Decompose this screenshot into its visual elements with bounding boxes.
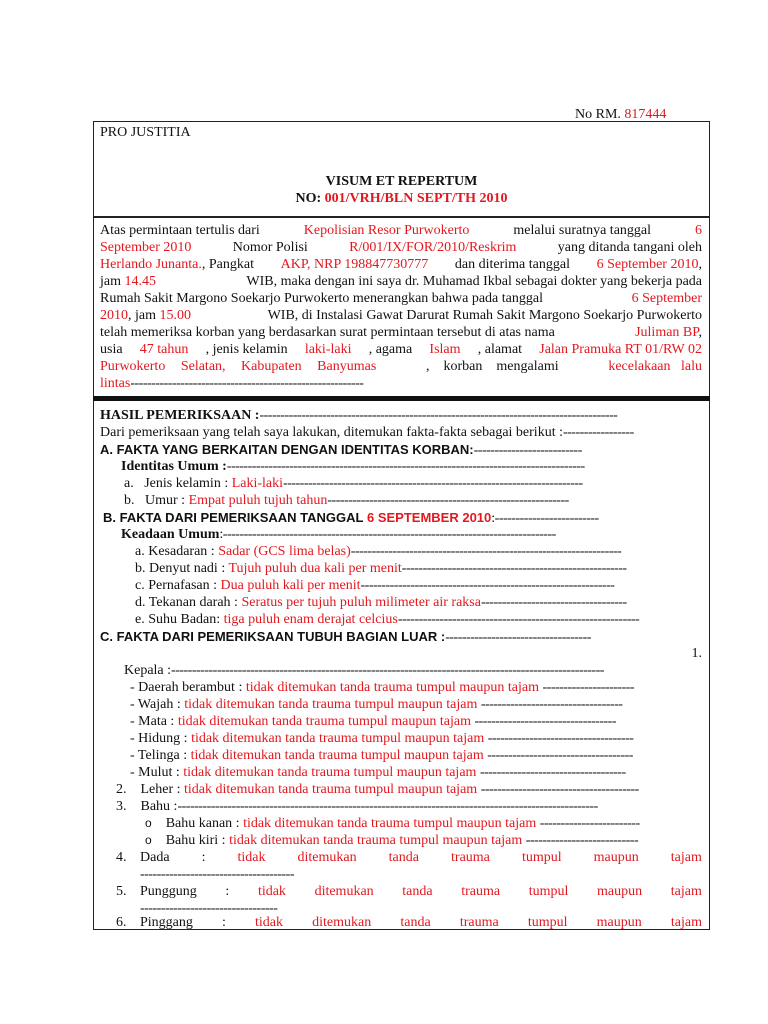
dash-filler: ----------------------------------------------------------------- — [350, 544, 622, 559]
identitas-title: Identitas Umum : — [121, 459, 227, 474]
intro-line-8 — [100, 341, 702, 358]
intro-text: WIB, maka dengan ini saya dr. Muhamad Ikbal sebagai dokter yang bekerja pada — [246, 274, 702, 289]
field-label: Dada — [140, 850, 170, 865]
doc-number — [93, 190, 710, 207]
field-value: Seratus per tujuh puluh milimeter air raksa — [241, 595, 481, 610]
police-number: R/001/IX/FOR/2010/Reskrim — [349, 240, 517, 255]
colon: : — [222, 915, 226, 930]
field-value: tumpul — [527, 915, 568, 930]
field-value: maupun — [593, 850, 639, 865]
section-c — [100, 628, 702, 646]
intro-line-6 — [100, 307, 702, 324]
dash-filler: -------------------------------------- — [480, 782, 639, 797]
field-value: Tujuh puluh dua kali per menit — [228, 561, 402, 576]
intro-text: usia — [100, 342, 123, 357]
received-date: 6 September 2010 — [596, 257, 699, 272]
victim-name: Juliman BP — [635, 325, 699, 340]
exam-time: 15.00 — [159, 308, 191, 323]
doc-number-value: 001/VRH/BLN SEPT/TH 2010 — [324, 191, 508, 206]
request-date-month: September 2010 — [100, 240, 192, 255]
field-label: Leher : — [140, 782, 181, 797]
dash-filler: ----------------------------------- — [487, 731, 634, 746]
field-value: tanda — [400, 915, 431, 930]
list-marker: a. — [124, 476, 134, 491]
field-value: ditemukan — [314, 884, 374, 899]
section-b — [103, 509, 702, 527]
field-label: Bahu kanan : — [165, 816, 240, 831]
field-label: Umur : — [145, 493, 186, 508]
field-value: tidak — [257, 884, 286, 899]
victim-age: 47 tahun — [139, 342, 189, 357]
intro-text: Atas permintaan tertulis dari — [100, 223, 260, 238]
field-value: Dua puluh kali per menit — [220, 578, 361, 593]
pinggang-number: 6. — [116, 915, 127, 930]
field-label: b. Denyut nadi : — [135, 561, 226, 576]
intro-text: , korban mengalami — [426, 359, 559, 374]
field-value: tidak — [237, 850, 266, 865]
dash-filler: ---------------------- — [542, 680, 635, 695]
field-label: e. Suhu Badan: — [135, 612, 221, 627]
field-value: tidak — [255, 915, 284, 930]
pro-justitia: PRO JUSTITIA — [100, 125, 191, 140]
victim-address: Jalan Pramuka RT 01/RW 02 — [539, 342, 702, 357]
intro-text: Rumah Sakit Margono Soekarjo Purwokerto menerangkan bahwa pada tanggal — [100, 291, 543, 306]
telinga-line — [130, 747, 702, 764]
field-value: tumpul — [521, 850, 562, 865]
field-label: c. Pernafasan : — [135, 578, 218, 593]
field-value: tidak ditemukan tanda trauma tumpul maupun tajam — [191, 731, 485, 746]
intro-text: dan diterima tanggal — [454, 257, 570, 272]
intro-text: , — [698, 325, 702, 340]
intro-text: , jam — [128, 308, 156, 323]
intro-text: Nomor Polisi — [232, 240, 308, 255]
field-label: d. Tekanan darah : — [135, 595, 238, 610]
bahu-kiri-line — [145, 832, 702, 849]
field-label: Bahu : — [140, 799, 178, 814]
intro-text: , alamat — [477, 342, 523, 357]
dash-filler: ---------------------------------- — [474, 714, 616, 729]
bullet: o — [145, 833, 152, 847]
jenis-kelamin-line — [124, 475, 702, 492]
list-marker: 2. — [116, 782, 127, 797]
field-label: Bahu kiri : — [165, 833, 226, 848]
section-b-title: B. FAKTA DARI PEMERIKSAAN TANGGAL — [103, 510, 364, 525]
field-value: tanda — [388, 850, 419, 865]
keadaan-title: Keadaan Umum — [121, 527, 220, 542]
field-value: tajam — [670, 850, 702, 865]
field-value: tajam — [670, 884, 702, 899]
field-value: Laki-laki — [231, 476, 284, 491]
field-value: ditemukan — [312, 915, 372, 930]
dash-filler: ----------------- — [562, 425, 634, 440]
intro-text: yang ditanda tangani oleh — [557, 240, 702, 255]
dash-filler: ------------------------------------------------------------- — [360, 578, 615, 593]
bullet: o — [145, 816, 152, 830]
field-label: Jenis kelamin : — [144, 476, 229, 491]
field-label: - Telinga : — [130, 748, 188, 763]
intro-text: telah memeriksa korban yang berdasarkan surat permintaan tersebut di atas nama — [100, 325, 555, 340]
field-label: - Mata : — [130, 714, 175, 729]
intro-line-10 — [100, 375, 363, 392]
dash-filler: ---------------------------------------------------------- — [327, 493, 569, 508]
rm-label: No RM. — [575, 107, 621, 122]
request-date-day: 6 — [694, 223, 702, 238]
incident-type: kecelakaan lalu — [608, 359, 702, 374]
tekanan-line — [135, 594, 702, 611]
dash-filler: -------------------------------------------------------------------------------------- — [226, 459, 585, 474]
colon: : — [201, 850, 206, 865]
item-number-1: 1. — [691, 646, 702, 661]
dash-filler: ----------------------------------------------------------------------------------------------------- — [177, 799, 598, 814]
hasil-title: HASIL PEMERIKSAAN : — [100, 408, 260, 423]
intro-text: , agama — [368, 342, 413, 357]
dash-filler: ---------------------------------- — [480, 697, 623, 712]
dash-filler: ---------------------------------------------------------- — [397, 612, 640, 627]
dash-filler: -------------------------- — [473, 443, 582, 458]
kepala-line — [124, 662, 702, 679]
pinggang-line — [140, 914, 702, 931]
dash-filler: ----------------------------------- — [480, 595, 627, 610]
kesadaran-line — [135, 543, 702, 560]
dada-number: 4. — [116, 850, 127, 865]
dash-filler: ----------------------------------- — [479, 765, 626, 780]
received-time: 14.45 — [124, 274, 156, 289]
field-value: Sadar (GCS lima belas) — [218, 544, 351, 559]
bahu-kanan-line — [145, 815, 702, 832]
dash-filler: ------------------------------------- — [140, 867, 294, 882]
mata-line — [130, 713, 702, 730]
dash-filler: --------------------------- — [525, 833, 639, 848]
section-b-date: 6 SEPTEMBER 2010 — [366, 510, 492, 525]
field-value: trauma — [451, 850, 490, 865]
intro-text: WIB, di Instalasi Gawat Darurat Rumah Sakit Margono Soekarjo Purwokerto — [267, 308, 702, 323]
exam-date: 6 September — [631, 291, 702, 306]
field-value: tidak ditemukan tanda trauma tumpul maupun tajam — [243, 816, 537, 831]
section-a — [100, 441, 702, 459]
dash-filler: :-------------------------------------------------------------------------------- — [219, 527, 556, 542]
field-label: Kepala : — [124, 663, 172, 678]
field-value: tidak ditemukan tanda trauma tumpul maupun tajam — [245, 680, 539, 695]
dash-filler: -------------------------------------------------------------------------------------------------------- — [171, 663, 604, 678]
umur-line — [124, 492, 702, 509]
field-label: Pinggang — [140, 915, 193, 930]
punggung-line — [140, 883, 702, 900]
field-value: tajam — [670, 915, 702, 930]
field-value: tidak ditemukan tanda trauma tumpul maupun tajam — [184, 697, 478, 712]
field-value: tidak ditemukan tanda trauma tumpul maupun tajam — [184, 782, 478, 797]
leher-line — [116, 781, 702, 798]
intro-text: , Pangkat — [201, 257, 254, 272]
intro-text: melalui suratnya tanggal — [513, 223, 652, 238]
dash-filler: ------------------------------------------------------ — [401, 561, 627, 576]
intro-line-5 — [100, 290, 702, 307]
intro-line-4 — [100, 273, 702, 290]
field-value: tidak ditemukan tanda trauma tumpul maupun tajam — [190, 748, 484, 763]
list-marker: 3. — [116, 799, 127, 814]
field-value: tumpul — [528, 884, 569, 899]
pernafasan-line — [135, 577, 702, 594]
section-a-title: A. FAKTA YANG BERKAITAN DENGAN IDENTITAS KORBAN: — [100, 442, 474, 457]
field-label: Punggung — [140, 884, 197, 899]
intro-line-7 — [100, 324, 702, 341]
field-value: maupun — [596, 915, 642, 930]
officer-rank: AKP, NRP 198847730777 — [280, 257, 429, 272]
field-label: - Daerah berambut : — [130, 680, 243, 695]
victim-address-city: Purwokerto Selatan, Kabupaten Banyumas — [100, 359, 377, 374]
dash-filler: ----------------------------------- — [487, 748, 633, 763]
section-c-title: C. FAKTA DARI PEMERIKSAAN TUBUH BAGIAN LUAR : — [100, 629, 446, 644]
identitas-umum — [121, 458, 702, 475]
field-label: a. Kesadaran : — [135, 544, 215, 559]
intro-text: , — [698, 257, 702, 272]
wajah-line — [130, 696, 702, 713]
rm-value: 817444 — [624, 107, 667, 122]
intro-text: jam — [100, 274, 121, 289]
intro-line-2 — [100, 239, 702, 256]
field-label: - Wajah : — [130, 697, 181, 712]
keadaan-umum — [121, 526, 702, 543]
field-value: tidak ditemukan tanda trauma tumpul maupun tajam — [229, 833, 523, 848]
field-value: tidak ditemukan tanda trauma tumpul maupun tajam — [183, 765, 477, 780]
exam-year: 2010 — [100, 308, 128, 323]
incident-type-end: lintas — [100, 376, 131, 391]
field-value: Empat puluh tujuh tahun — [188, 493, 328, 508]
victim-religion: Islam — [429, 342, 461, 357]
field-value: tanda — [402, 884, 433, 899]
dash-filler: ------------------------------------------------------------------------ — [283, 476, 583, 491]
hidung-line — [130, 730, 702, 747]
dash-filler: --------------------------------- — [140, 901, 278, 916]
field-label: - Hidung : — [130, 731, 188, 746]
field-value: tidak ditemukan tanda trauma tumpul maupun tajam — [177, 714, 471, 729]
intro-line-1 — [100, 222, 702, 239]
dash-filler: -------------------------------------------------------------------------------------- — [259, 408, 618, 423]
mulut-line — [130, 764, 702, 781]
intro-line-9 — [100, 358, 702, 375]
intro-line-3 — [100, 256, 702, 273]
daerah-line — [130, 679, 702, 696]
victim-sex: laki-laki — [304, 342, 352, 357]
dada-line — [140, 849, 702, 866]
dari-text: Dari pemeriksaan yang telah saya lakukan, ditemukan fakta-fakta sebagai berikut : — [100, 425, 563, 440]
field-value: ditemukan — [297, 850, 357, 865]
dash-filler: ----------------------------------- — [445, 630, 591, 645]
colon: : — [225, 884, 230, 899]
denyut-line — [135, 560, 702, 577]
doc-number-label: NO: — [295, 191, 322, 206]
field-value: maupun — [597, 884, 643, 899]
field-value: trauma — [461, 884, 501, 899]
intro-text: , jenis kelamin — [205, 342, 288, 357]
field-label: - Mulut : — [130, 765, 180, 780]
dari-line — [100, 424, 702, 441]
field-value: trauma — [459, 915, 499, 930]
police-office: Kepolisian Resor Purwokerto — [303, 223, 470, 238]
punggung-number: 5. — [116, 884, 127, 899]
doc-title: VISUM ET REPERTUM — [325, 174, 478, 189]
bahu-line — [116, 798, 702, 815]
dash-filler: :------------------------- — [491, 511, 599, 526]
dash-filler: -------------------------------------------------------- — [130, 376, 364, 391]
field-value: tiga puluh enam derajat celcius — [223, 612, 398, 627]
list-marker: b. — [124, 493, 135, 508]
dash-filler: ------------------------ — [539, 816, 640, 831]
hasil-heading — [100, 407, 702, 424]
officer-name: Herlando Junanta. — [100, 257, 202, 272]
suhu-line — [135, 611, 702, 628]
